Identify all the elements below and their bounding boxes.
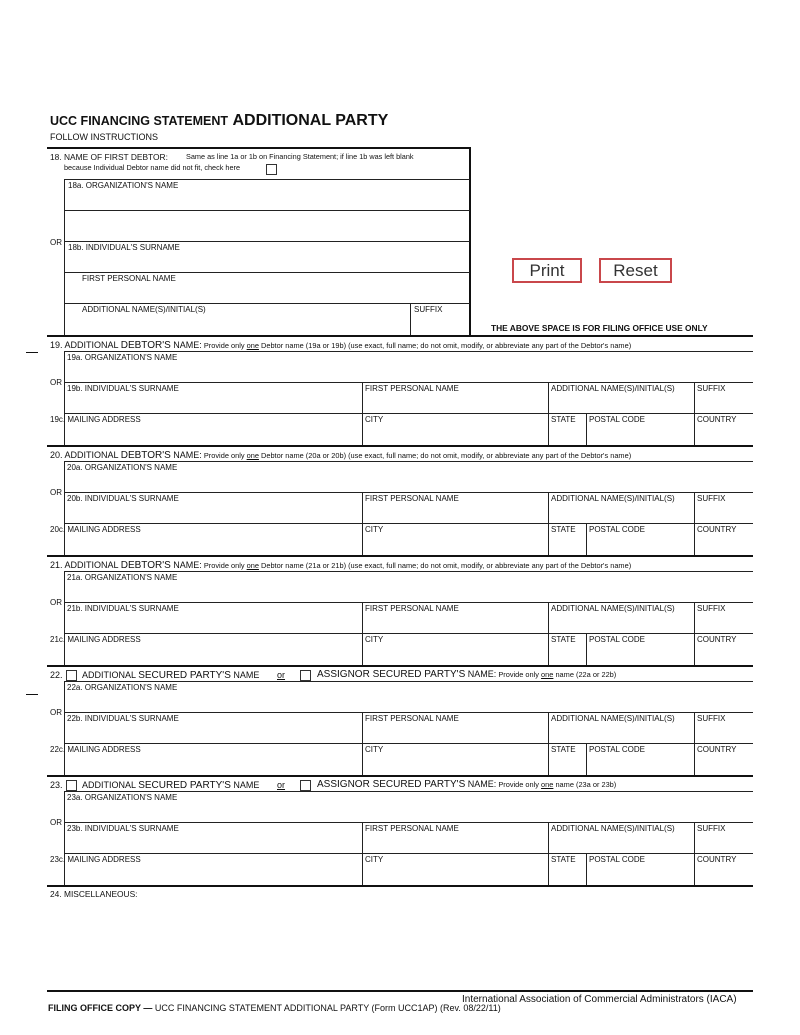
- section-23-suffix-field[interactable]: [695, 833, 752, 853]
- section-19-or: OR: [50, 378, 62, 387]
- section-20-state-field[interactable]: [549, 534, 585, 554]
- section-22-first-name-field[interactable]: [363, 723, 547, 743]
- section-19-row-rule: [64, 382, 753, 383]
- section-20-note-one: one: [246, 451, 259, 460]
- section-21c-mailing-address-field[interactable]: [65, 644, 361, 664]
- section-19-bottom-rule: [47, 445, 753, 447]
- section-23-postal-label: POSTAL CODE: [589, 855, 646, 864]
- section-22-first-name-label: FIRST PERSONAL NAME: [365, 714, 459, 723]
- section-18-note-line1: Same as line 1a or 1b on Financing Statement; if line 1b was left blank: [186, 152, 414, 161]
- section-18a-label: 18a. ORGANIZATION'S NAME: [68, 181, 179, 190]
- reset-button[interactable]: Reset: [599, 258, 672, 283]
- section-21-heading: [50, 560, 631, 571]
- section-22b-surname-label: 22b. INDIVIDUAL'S SURNAME: [67, 714, 179, 723]
- form-title-part2: ADDITIONAL PARTY: [232, 112, 389, 129]
- section-23-country-label: COUNTRY: [697, 855, 737, 864]
- section-21-head-part3: NAME:: [170, 560, 202, 570]
- form-title-part1: UCC FINANCING STATEMENT: [50, 114, 228, 128]
- section-19c-mailing-label: 19c. MAILING ADDRESS: [50, 415, 141, 424]
- section-22-number: 22.: [50, 670, 63, 680]
- section-20-note-b: Debtor name (20a or 20b) (use exact, full name; do not omit, modify, or abbreviate any part of the Debtor's name): [258, 451, 632, 460]
- section-20-note-a: Provide only: [201, 451, 247, 460]
- section-19-state-label: STATE: [551, 415, 576, 424]
- section-20-additional-names-field[interactable]: [549, 503, 693, 523]
- section-18-same-as-checkbox[interactable]: [266, 164, 277, 175]
- section-20-country-label: COUNTRY: [697, 525, 737, 534]
- section-19-postal-code-field[interactable]: [587, 424, 693, 444]
- footer-form-name: [48, 1003, 501, 1013]
- section-20b-surname-label: 20b. INDIVIDUAL'S SURNAME: [67, 494, 179, 503]
- section-22-note-one: one: [541, 670, 554, 679]
- follow-instructions: FOLLOW INSTRUCTIONS: [50, 132, 159, 142]
- section-23-opt1a: ADDITIONAL: [82, 780, 139, 790]
- section-19-city-label: CITY: [365, 415, 384, 424]
- section-22-row-rule: [64, 712, 753, 713]
- section-19-row-rule: [64, 351, 753, 352]
- section-22-suffix-field[interactable]: [695, 723, 752, 743]
- section-23-row-rule: [64, 822, 753, 823]
- section-21-city-label: CITY: [365, 635, 384, 644]
- section-23-city-label: CITY: [365, 855, 384, 864]
- section-18-additional-names-label: ADDITIONAL NAME(S)/INITIAL(S): [82, 305, 206, 314]
- section-23-number: 23.: [50, 780, 63, 790]
- section-18-right-border: [469, 148, 471, 336]
- margin-tick-top: [26, 352, 38, 353]
- miscellaneous-field[interactable]: [48, 900, 753, 988]
- section-20a-label: 20a. ORGANIZATION'S NAME: [67, 463, 178, 472]
- section-23a-org-name-field[interactable]: [65, 802, 752, 822]
- section-22a-org-name-field[interactable]: [65, 692, 752, 712]
- section-23-additional-secured-checkbox[interactable]: [66, 780, 77, 791]
- section-22-heading: [50, 670, 63, 681]
- section-20-country-field[interactable]: [695, 534, 752, 554]
- section-23c-mailing-address-field[interactable]: [65, 864, 361, 884]
- section-22-or: OR: [50, 708, 62, 717]
- section-21c-mailing-label: 21c. MAILING ADDRESS: [50, 635, 141, 644]
- section-20a-org-name-field[interactable]: [65, 472, 752, 492]
- section-23-city-field[interactable]: [363, 864, 547, 884]
- margin-tick-bottom: [26, 694, 38, 695]
- section-20-row-rule: [64, 461, 753, 462]
- section-22-or-word: [277, 670, 285, 681]
- section-18-suffix-label: SUFFIX: [414, 305, 443, 314]
- section-21-row-rule: [64, 633, 753, 634]
- section-22-row-rule: [64, 681, 753, 682]
- section-21-country-field[interactable]: [695, 644, 752, 664]
- section-19-heading: [50, 340, 631, 351]
- section-19c-mailing-address-field[interactable]: [65, 424, 361, 444]
- section-22b-surname-field[interactable]: [65, 723, 361, 743]
- section-20b-surname-field[interactable]: [65, 503, 361, 523]
- footer-rule: [47, 990, 753, 992]
- section-23-note-a: Provide only: [496, 780, 542, 789]
- section-22-additional-names-field[interactable]: [549, 723, 693, 743]
- section-19-postal-label: POSTAL CODE: [589, 415, 646, 424]
- section-23c-mailing-label: 23c. MAILING ADDRESS: [50, 855, 141, 864]
- section-18b-surname-field[interactable]: [65, 252, 469, 272]
- section-21a-org-name-field[interactable]: [65, 582, 752, 602]
- section-18-or: OR: [50, 238, 62, 247]
- section-22-additional-names-label: ADDITIONAL NAME(S)/INITIAL(S): [551, 714, 675, 723]
- header-rule: [47, 147, 471, 149]
- section-20-head-part2: DEBTOR'S: [120, 450, 171, 461]
- section-20-row-rule: [64, 523, 753, 524]
- section-18a-org-name-field[interactable]: [65, 190, 469, 241]
- section-23-state-label: STATE: [551, 855, 576, 864]
- section-23-row-rule: [64, 791, 753, 792]
- section-23-bottom-rule: [47, 885, 753, 887]
- section-23-or-word-text: or: [277, 780, 286, 790]
- section-19a-org-name-field[interactable]: [65, 362, 752, 382]
- section-23-note-one: one: [541, 780, 554, 789]
- section-22-city-field[interactable]: [363, 754, 547, 774]
- section-22-suffix-label: SUFFIX: [697, 714, 726, 723]
- section-18-first-name-field[interactable]: [65, 283, 469, 303]
- section-20-first-name-field[interactable]: [363, 503, 547, 523]
- section-22-additional-secured-checkbox[interactable]: [66, 670, 77, 681]
- section-21-postal-code-field[interactable]: [587, 644, 693, 664]
- section-21-note-a: Provide only: [201, 561, 247, 570]
- section-21-bottom-rule: [47, 665, 753, 667]
- section-18-first-name-label: FIRST PERSONAL NAME: [82, 274, 176, 283]
- section-19-number: 19.: [50, 340, 63, 350]
- section-21-suffix-label: SUFFIX: [697, 604, 726, 613]
- section-20-additional-names-label: ADDITIONAL NAME(S)/INITIAL(S): [551, 494, 675, 503]
- section-22-bottom-rule: [47, 775, 753, 777]
- section-20-head-part1: ADDITIONAL: [64, 450, 121, 460]
- section-21b-surname-field[interactable]: [65, 613, 361, 633]
- section-19-note-a: Provide only: [201, 341, 247, 350]
- footer-copy-label: FILING OFFICE COPY —: [48, 1003, 153, 1013]
- section-22-country-label: COUNTRY: [697, 745, 737, 754]
- section-20-city-field[interactable]: [363, 534, 547, 554]
- section-23-opt2c: NAME:: [465, 779, 497, 789]
- section-20-postal-label: POSTAL CODE: [589, 525, 646, 534]
- section-20-suffix-field[interactable]: [695, 503, 752, 523]
- section-19-first-name-label: FIRST PERSONAL NAME: [365, 384, 459, 393]
- section-19-country-field[interactable]: [695, 424, 752, 444]
- section-22-option-assignor: [317, 669, 616, 680]
- section-21-city-field[interactable]: [363, 644, 547, 664]
- section-22-note-a: Provide only: [496, 670, 542, 679]
- section-19-country-label: COUNTRY: [697, 415, 737, 424]
- section-23-postal-code-field[interactable]: [587, 864, 693, 884]
- section-18-heading: 18. NAME OF FIRST DEBTOR:: [50, 152, 168, 162]
- section-20-head-part3: NAME:: [170, 450, 202, 460]
- section-21b-surname-label: 21b. INDIVIDUAL'S SURNAME: [67, 604, 179, 613]
- section-20c-mailing-address-field[interactable]: [65, 534, 361, 554]
- section-21-note-b: Debtor name (21a or 21b) (use exact, full name; do not omit, modify, or abbreviate any part of the Debtor's name): [258, 561, 632, 570]
- section-22-opt2c: NAME:: [465, 669, 497, 679]
- section-23-or: OR: [50, 818, 62, 827]
- section-20-suffix-label: SUFFIX: [697, 494, 726, 503]
- section-18-bottom-rule: [47, 335, 753, 337]
- section-22-postal-label: POSTAL CODE: [589, 745, 646, 754]
- section-23-assignor-secured-checkbox[interactable]: [300, 780, 311, 791]
- section-19-suffix-label: SUFFIX: [697, 384, 726, 393]
- section-22-opt2a: ASSIGNOR: [317, 669, 373, 680]
- section-21-note-one: one: [246, 561, 259, 570]
- section-23-additional-names-label: ADDITIONAL NAME(S)/INITIAL(S): [551, 824, 675, 833]
- section-23-opt1b: SECURED PARTY'S: [138, 780, 231, 791]
- section-22-opt1b: SECURED PARTY'S: [138, 670, 231, 681]
- section-23-heading: [50, 780, 63, 791]
- section-22-option-additional: [82, 670, 259, 681]
- section-23-option-additional: [82, 780, 259, 791]
- section-21-number: 21.: [50, 560, 63, 570]
- section-22-opt1c: NAME: [230, 670, 260, 680]
- section-22-state-field[interactable]: [549, 754, 585, 774]
- section-23-additional-names-field[interactable]: [549, 833, 693, 853]
- section-21-suffix-field[interactable]: [695, 613, 752, 633]
- section-23-row-rule: [64, 853, 753, 854]
- footer-organization: International Association of Commercial Administrators (IACA): [462, 994, 737, 1005]
- section-21-state-label: STATE: [551, 635, 576, 644]
- section-21a-label: 21a. ORGANIZATION'S NAME: [67, 573, 178, 582]
- footer-form-title: UCC FINANCING STATEMENT ADDITIONAL PARTY (Form UCC1AP) (Rev. 08/22/11): [152, 1003, 501, 1013]
- section-23-opt2a: ASSIGNOR: [317, 779, 373, 790]
- section-23-or-word: [277, 780, 285, 791]
- form-title: [50, 112, 388, 130]
- section-21-additional-names-field[interactable]: [549, 613, 693, 633]
- section-20-row-rule: [64, 492, 753, 493]
- filing-office-use-label: THE ABOVE SPACE IS FOR FILING OFFICE USE ONLY: [491, 323, 708, 333]
- section-20-bottom-rule: [47, 555, 753, 557]
- section-21-head-part1: ADDITIONAL: [64, 560, 121, 570]
- print-button[interactable]: Print: [512, 258, 582, 283]
- section-21-first-name-field[interactable]: [363, 613, 547, 633]
- section-21-or: OR: [50, 598, 62, 607]
- section-18-note-line2: because Individual Debtor name did not fit, check here: [64, 163, 241, 172]
- section-21-country-label: COUNTRY: [697, 635, 737, 644]
- section-22c-mailing-address-field[interactable]: [65, 754, 361, 774]
- section-23a-label: 23a. ORGANIZATION'S NAME: [67, 793, 178, 802]
- section-19-additional-names-label: ADDITIONAL NAME(S)/INITIAL(S): [551, 384, 675, 393]
- section-20-postal-code-field[interactable]: [587, 534, 693, 554]
- section-23-first-name-label: FIRST PERSONAL NAME: [365, 824, 459, 833]
- section-22-postal-code-field[interactable]: [587, 754, 693, 774]
- section-19-additional-names-field[interactable]: [549, 393, 693, 413]
- section-22-opt2b: SECURED PARTY'S: [372, 669, 466, 680]
- section-20-city-label: CITY: [365, 525, 384, 534]
- section-19-first-name-field[interactable]: [363, 393, 547, 413]
- section-22-country-field[interactable]: [695, 754, 752, 774]
- section-21-postal-label: POSTAL CODE: [589, 635, 646, 644]
- section-22a-label: 22a. ORGANIZATION'S NAME: [67, 683, 178, 692]
- section-22-or-word-text: or: [277, 670, 286, 680]
- section-22-opt1a: ADDITIONAL: [82, 670, 139, 680]
- section-19b-surname-label: 19b. INDIVIDUAL'S SURNAME: [67, 384, 179, 393]
- section-23b-surname-label: 23b. INDIVIDUAL'S SURNAME: [67, 824, 179, 833]
- section-21-additional-names-label: ADDITIONAL NAME(S)/INITIAL(S): [551, 604, 675, 613]
- section-22-note-b: name (22a or 22b): [553, 670, 617, 679]
- section-23-opt1c: NAME: [230, 780, 260, 790]
- section-19-head-part3: NAME:: [170, 340, 202, 350]
- section-23-note-b: name (23a or 23b): [553, 780, 617, 789]
- section-19-city-field[interactable]: [363, 424, 547, 444]
- section-23-first-name-field[interactable]: [363, 833, 547, 853]
- section-18b-label: 18b. INDIVIDUAL'S SURNAME: [68, 243, 180, 252]
- section-21-state-field[interactable]: [549, 644, 585, 664]
- section-20-or: OR: [50, 488, 62, 497]
- section-20-first-name-label: FIRST PERSONAL NAME: [365, 494, 459, 503]
- section-20-number: 20.: [50, 450, 63, 460]
- section-23-state-field[interactable]: [549, 864, 585, 884]
- section-23-opt2b: SECURED PARTY'S: [372, 779, 466, 790]
- section-22-row-rule: [64, 743, 753, 744]
- section-19-suffix-field[interactable]: [695, 393, 752, 413]
- section-22-assignor-secured-checkbox[interactable]: [300, 670, 311, 681]
- section-19-state-field[interactable]: [549, 424, 585, 444]
- section-21-row-rule: [64, 571, 753, 572]
- section-20-state-label: STATE: [551, 525, 576, 534]
- section-23b-surname-field[interactable]: [65, 833, 361, 853]
- section-20-heading: [50, 450, 631, 461]
- section-23-option-assignor: [317, 779, 616, 790]
- section-23-suffix-label: SUFFIX: [697, 824, 726, 833]
- section-19a-label: 19a. ORGANIZATION'S NAME: [67, 353, 178, 362]
- section-19-note-one: one: [246, 341, 259, 350]
- section-19-head-part2: DEBTOR'S: [120, 340, 171, 351]
- section-24-label: 24. MISCELLANEOUS:: [50, 889, 138, 899]
- section-19-row-rule: [64, 413, 753, 414]
- section-19-head-part1: ADDITIONAL: [64, 340, 121, 350]
- section-19-note-b: Debtor name (19a or 19b) (use exact, full name; do not omit, modify, or abbreviate any part of the Debtor's name): [258, 341, 632, 350]
- section-23-country-field[interactable]: [695, 864, 752, 884]
- section-21-head-part2: DEBTOR'S: [120, 560, 171, 571]
- section-22-state-label: STATE: [551, 745, 576, 754]
- section-20c-mailing-label: 20c. MAILING ADDRESS: [50, 525, 141, 534]
- section-22c-mailing-label: 22c. MAILING ADDRESS: [50, 745, 141, 754]
- section-19b-surname-field[interactable]: [65, 393, 361, 413]
- section-21-row-rule: [64, 602, 753, 603]
- section-22-city-label: CITY: [365, 745, 384, 754]
- section-21-first-name-label: FIRST PERSONAL NAME: [365, 604, 459, 613]
